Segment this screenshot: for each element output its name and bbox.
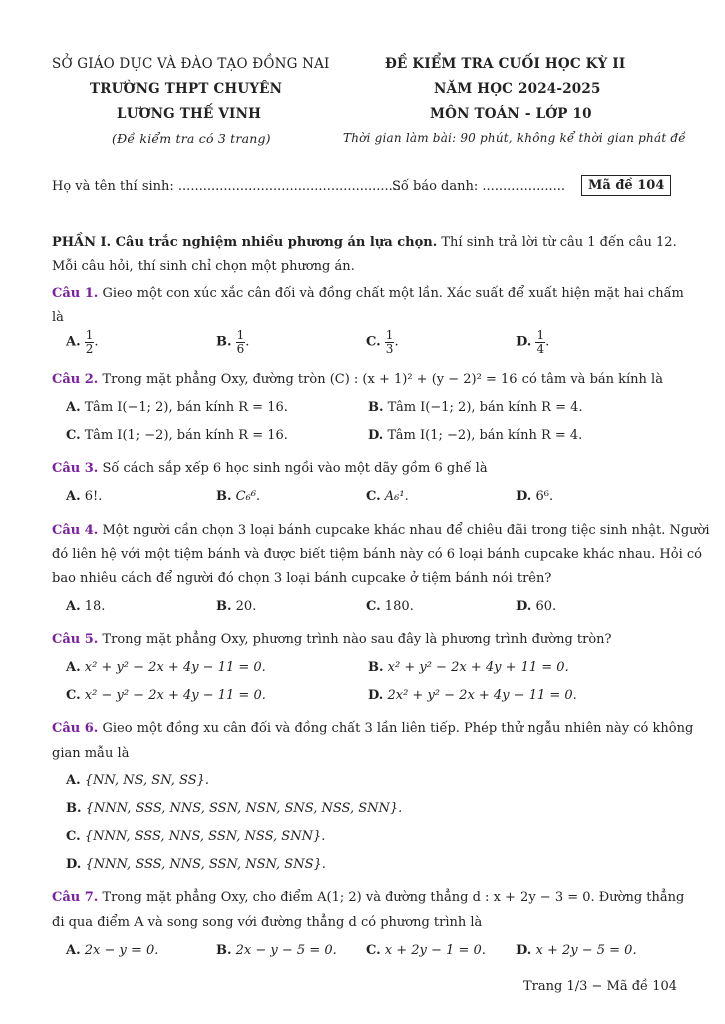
q6-option-a[interactable] — [66, 774, 209, 787]
q3-text: Số cách sắp xếp 6 học sinh ngồi vào một dãy gồm 6 ghế là — [102, 461, 488, 476]
q1-c-num: 1 — [385, 328, 394, 342]
q7-a-text: 2x − y = 0. — [84, 943, 159, 958]
q4-a-text: 18. — [84, 599, 106, 614]
q2-d-letter: D. — [368, 428, 384, 443]
q4-d-letter: D. — [516, 599, 532, 614]
q1-option-b[interactable]: B. $\frac{1}{6}$ . — [216, 328, 250, 356]
exam-title: ĐỀ KIỂM TRA CUỐI HỌC KỲ II — [385, 56, 626, 72]
q5-d-letter: D. — [368, 688, 384, 703]
q5-option-a[interactable] — [66, 661, 266, 674]
q7-label: Câu 7. — [52, 890, 99, 905]
question-2 — [52, 373, 663, 386]
q3-label: Câu 3. — [52, 461, 99, 476]
q1-c-den: 3 — [385, 341, 394, 356]
q6-c-text: {NNN, SSS, NNS, SSN, NSS, SNN}. — [84, 829, 326, 844]
school-year: NĂM HỌC 2024-2025 — [434, 81, 601, 97]
q5-c-letter: C. — [66, 688, 81, 703]
q2-d-text: Tâm I(1; −2), bán kính R = 4. — [387, 428, 583, 443]
q6-text: Gieo một đồng xu cân đối và đồng chất 3 lần liên tiếp. Phép thử ngẫu nhiên này có không — [102, 721, 694, 736]
q1-b-den: 6 — [236, 341, 245, 356]
q7-text: Trong mặt phẳng Oxy, cho điểm A(1; 2) và đường thẳng d : x + 2y − 3 = 0. Đường thẳng — [102, 890, 685, 905]
q6-option-d[interactable] — [66, 858, 326, 871]
q7-option-c[interactable] — [366, 944, 486, 957]
q1-a-num: 1 — [85, 328, 94, 342]
q7-b-letter: B. — [216, 943, 232, 958]
q4-option-b[interactable] — [216, 600, 256, 613]
q3-option-c[interactable] — [366, 490, 409, 503]
q2-option-b[interactable] — [368, 401, 583, 414]
exam-code-box: Mã đề 104 — [581, 175, 671, 196]
q6-a-letter: A. — [66, 773, 81, 788]
student-id-field: Số báo danh: .................... — [392, 179, 565, 194]
q4-label: Câu 4. — [52, 523, 99, 538]
q1-option-d[interactable]: D. $\frac{1}{4}$ . — [516, 328, 550, 356]
q5-a-letter: A. — [66, 660, 81, 675]
q4-text-cont1: đó liên hệ với một tiệm bánh và được biết tiệm bánh này có 6 loại bánh cupcake khác nhau. Hỏi có — [52, 547, 702, 562]
q2-b-text: Tâm I(−1; 2), bán kính R = 4. — [387, 400, 583, 415]
q7-c-text: x + 2y − 1 = 0. — [384, 943, 486, 958]
q5-option-c[interactable] — [66, 689, 266, 702]
dept-name: SỞ GIÁO DỤC VÀ ĐÀO TẠO ĐỒNG NAI — [52, 56, 330, 72]
question-7 — [52, 891, 684, 904]
q1-a-den: 2 — [85, 341, 94, 356]
q5-c-text: x² − y² − 2x + 4y − 11 = 0. — [84, 688, 266, 703]
school-line2: LƯƠNG THẾ VINH — [117, 106, 262, 122]
q2-option-d[interactable] — [368, 429, 582, 442]
q2-a-text: Tâm I(−1; 2), bán kính R = 16. — [84, 400, 288, 415]
page-count-note: (Đề kiểm tra có 3 trang) — [112, 131, 271, 146]
q1-option-a[interactable]: A. $\frac{1}{2}$ . — [66, 328, 99, 356]
q3-option-a[interactable] — [66, 490, 102, 503]
page-footer: Trang 1/3 − Mã đề 104 — [523, 979, 678, 994]
q1-label: Câu 1. — [52, 286, 99, 301]
q1-c-fraction — [385, 329, 395, 355]
q5-option-b[interactable] — [368, 661, 569, 674]
q3-d-letter: D. — [516, 489, 532, 504]
q6-d-text: {NNN, SSS, NNS, SSN, NSN, SNS}. — [85, 857, 326, 872]
q2-a-letter: A. — [66, 400, 81, 415]
q1-b-fraction — [236, 329, 246, 355]
q7-text-cont: đi qua điểm A và song song với đường thẳng d có phương trình là — [52, 915, 483, 930]
q3-option-d[interactable] — [516, 490, 553, 503]
q7-c-letter: C. — [366, 943, 381, 958]
school-line1: TRƯỜNG THPT CHUYÊN — [90, 81, 283, 97]
question-6 — [52, 722, 693, 735]
q5-text: Trong mặt phẳng Oxy, phương trình nào sau đây là phương trình đường tròn? — [102, 632, 612, 647]
q1-d-den: 4 — [536, 341, 545, 356]
question-4 — [52, 524, 710, 537]
q5-d-text: 2x² + y² − 2x + 4y − 11 = 0. — [387, 688, 577, 703]
q6-a-text: {NN, NS, SN, SS}. — [84, 773, 210, 788]
q6-c-letter: C. — [66, 829, 81, 844]
q7-d-letter: D. — [516, 943, 532, 958]
q7-b-text: 2x − y − 5 = 0. — [235, 943, 337, 958]
q7-option-d[interactable] — [516, 944, 637, 957]
q1-d-num: 1 — [536, 328, 545, 342]
q4-text: Một người cần chọn 3 loại bánh cupcake khác nhau để chiêu đãi trong tiệc sinh nhật. Người — [102, 523, 710, 538]
q4-c-letter: C. — [366, 599, 381, 614]
q3-b-letter: B. — [216, 489, 232, 504]
q3-d-text: 6⁶. — [535, 489, 554, 504]
question-5 — [52, 633, 612, 646]
q1-d-fraction — [535, 329, 545, 355]
q6-text-cont: gian mẫu là — [52, 746, 130, 761]
q4-text-cont2: bao nhiêu cách để người đó chọn 3 loại bánh cupcake ở tiệm bánh nói trên? — [52, 571, 552, 586]
q6-label: Câu 6. — [52, 721, 99, 736]
q2-c-letter: C. — [66, 428, 81, 443]
q3-a-letter: A. — [66, 489, 81, 504]
q4-a-letter: A. — [66, 599, 81, 614]
q6-d-letter: D. — [66, 857, 82, 872]
part1-instr2: Mỗi câu hỏi, thí sinh chỉ chọn một phương án. — [52, 259, 355, 274]
q2-text: Trong mặt phẳng Oxy, đường tròn (C) : (x + 1)² + (y − 2)² = 16 có tâm và bán kính là — [102, 372, 663, 387]
q4-b-letter: B. — [216, 599, 232, 614]
q3-a-text: 6!. — [84, 489, 103, 504]
time-note: Thời gian làm bài: 90 phút, không kể thời gian phát đề — [343, 131, 686, 145]
q1-text: Gieo một con xúc xắc cân đối và đồng chất một lần. Xác suất để xuất hiện mặt hai chấm — [102, 286, 684, 301]
q5-b-text: x² + y² − 2x + 4y + 11 = 0. — [387, 660, 569, 675]
q7-option-b[interactable] — [216, 944, 337, 957]
q1-c-letter: C. — [366, 334, 381, 350]
q2-option-a[interactable] — [66, 401, 288, 414]
q6-option-c[interactable] — [66, 830, 325, 843]
student-name-field: Họ và tên thí sinh: ...................................................... — [52, 179, 402, 194]
q1-b-num: 1 — [236, 328, 245, 342]
q4-b-text: 20. — [235, 599, 257, 614]
q2-label: Câu 2. — [52, 372, 99, 387]
q4-d-text: 60. — [535, 599, 557, 614]
q3-b-text: C₆⁶. — [235, 489, 261, 504]
question-3 — [52, 462, 488, 475]
q6-option-b[interactable] — [66, 802, 402, 815]
q3-option-b[interactable] — [216, 490, 260, 503]
q1-text-cont: là — [52, 310, 64, 325]
q6-b-letter: B. — [66, 801, 82, 816]
part1-heading — [52, 236, 677, 249]
q7-d-text: x + 2y − 5 = 0. — [535, 943, 637, 958]
q2-c-text: Tâm I(1; −2), bán kính R = 16. — [84, 428, 288, 443]
q4-c-text: 180. — [384, 599, 414, 614]
q7-option-a[interactable] — [66, 944, 158, 957]
q4-option-c[interactable] — [366, 600, 414, 613]
q5-a-text: x² + y² − 2x + 4y − 11 = 0. — [84, 660, 266, 675]
question-1 — [52, 287, 684, 300]
part1-title: PHẦN I. Câu trắc nghiệm nhiều phương án lựa chọn. — [52, 235, 438, 250]
q5-option-d[interactable] — [368, 689, 577, 702]
q3-c-letter: C. — [366, 489, 381, 504]
q6-b-text: {NNN, SSS, NNS, SSN, NSN, SNS, NSS, SNN}. — [85, 801, 403, 816]
q3-c-text: A₆¹. — [384, 489, 409, 504]
q1-a-letter: A. — [66, 334, 81, 350]
q1-option-c[interactable]: C. $\frac{1}{3}$ . — [366, 328, 399, 356]
q7-a-letter: A. — [66, 943, 81, 958]
part1-instr1: Thí sinh trả lời từ câu 1 đến câu 12. — [441, 235, 677, 250]
q5-b-letter: B. — [368, 660, 384, 675]
q1-d-letter: D. — [516, 334, 532, 350]
q1-a-fraction — [85, 329, 95, 355]
q2-b-letter: B. — [368, 400, 384, 415]
q5-label: Câu 5. — [52, 632, 99, 647]
q4-option-d[interactable] — [516, 600, 556, 613]
q1-b-letter: B. — [216, 334, 232, 350]
q2-option-c[interactable] — [66, 429, 288, 442]
subject: MÔN TOÁN - LỚP 10 — [430, 106, 592, 122]
q4-option-a[interactable] — [66, 600, 105, 613]
